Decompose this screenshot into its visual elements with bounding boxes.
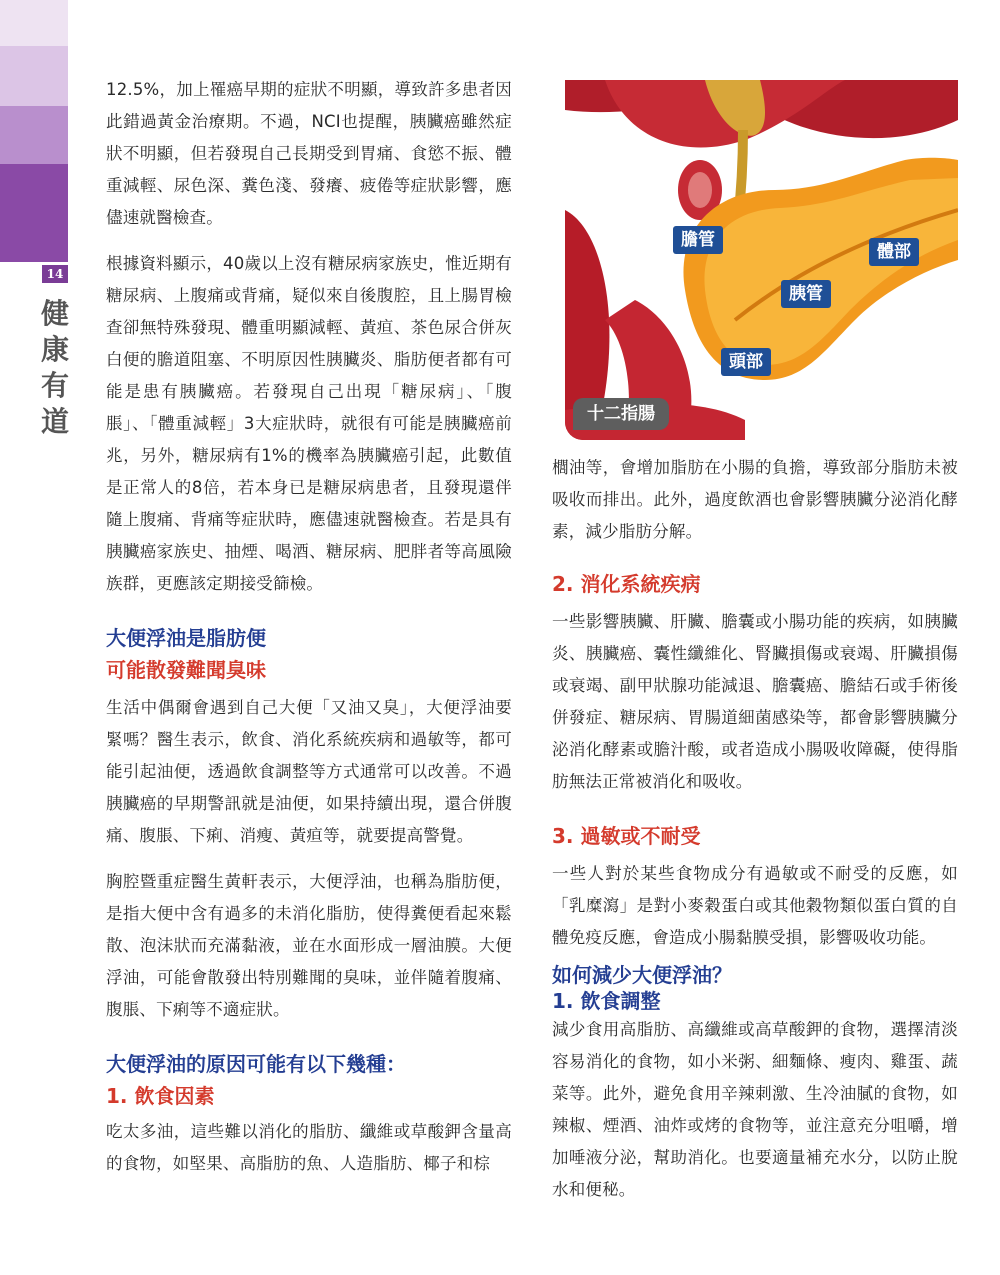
magazine-name: 健康有道 bbox=[40, 297, 69, 438]
paragraph: 胸腔暨重症醫生黃軒表示，大便浮油，也稱為脂肪便，是指大便中含有過多的未消化脂肪，使得糞便看起來鬆散、泡沫狀而充滿黏液，並在水面形成一層油膜。大便浮油，可能會散發出特別難聞的臭味，並伴隨着腹痛、腹脹、下痢等不適症狀。 bbox=[106, 872, 512, 1019]
heading-line: 1. 飲食調整 bbox=[552, 989, 661, 1013]
label-pancreatic-duct: 胰管 bbox=[781, 280, 831, 308]
label-head: 頭部 bbox=[721, 348, 771, 376]
paragraph: 一些影響胰臟、肝臟、膽囊或小腸功能的疾病，如胰臟炎、胰臟癌、囊性纖維化、腎臟損傷或衰竭、肝臟損傷或衰竭、副甲狀腺功能減退、膽囊癌、膽結石或手術後併發症、糖尿病、胃腸道細菌感染等，都會影響胰臟分泌消化酵素或膽汁酸，或者造成小腸吸收障礙，使得脂肪無法正常被消化和吸收。 bbox=[552, 612, 958, 791]
paragraph: 櫚油等，會增加脂肪在小腸的負擔，導致部分脂肪未被吸收而排出。此外，過度飲酒也會影響胰臟分泌消化酵素，減少脂肪分解。 bbox=[552, 458, 958, 541]
section-heading bbox=[106, 622, 512, 686]
heading-line: 如何減少大便浮油？ bbox=[552, 963, 732, 987]
page-number: 14 bbox=[42, 265, 68, 283]
side-color-strip bbox=[0, 0, 68, 262]
paragraph: 吃太多油，這些難以消化的脂肪、纖維或草酸鉀含量高的食物，如堅果、高脂肪的魚、人造脂肪、椰子和棕 bbox=[106, 1122, 512, 1173]
pancreas-illustration bbox=[565, 80, 958, 440]
heading-line: 大便浮油的原因可能有以下幾種： bbox=[106, 1052, 406, 1076]
paragraph: 減少食用高脂肪、高纖維或高草酸鉀的食物，選擇清淡容易消化的食物，如小米粥、細麵條、瘦肉、雞蛋、蔬菜等。此外，避免食用辛辣刺激、生冷油膩的食物，如辣椒、煙酒、油炸或烤的食物等，並注意充分咀嚼，增加唾液分泌，幫助消化。也要適量補充水分，以防止脫水和便秘。 bbox=[552, 1020, 958, 1199]
heading-line: 1. 飲食因素 bbox=[106, 1084, 215, 1108]
left-column bbox=[106, 74, 512, 1180]
label-duodenum: 十二指腸 bbox=[573, 398, 669, 430]
heading-line: 大便浮油是脂肪便 bbox=[106, 626, 266, 650]
heading-line: 可能散發難聞臭味 bbox=[106, 658, 266, 682]
paragraph: 一些人對於某些食物成分有過敏或不耐受的反應，如「乳糜瀉」是對小麥穀蛋白或其他穀物類似蛋白質的自體免疫反應，會造成小腸黏膜受損，影響吸收功能。 bbox=[552, 864, 958, 947]
section-heading: 3. 過敏或不耐受 bbox=[552, 824, 701, 848]
label-bile-duct: 膽管 bbox=[673, 226, 723, 254]
section-heading bbox=[106, 1048, 512, 1112]
label-body: 體部 bbox=[869, 238, 919, 266]
paragraph: 生活中偶爾會遇到自己大便「又油又臭」，大便浮油要緊嗎？醫生表示，飲食、消化系統疾病和過敏等，都可能引起油便，透過飲食調整等方式通常可以改善。不過胰臟癌的早期警訊就是油便，如果持續出現，還合併腹痛、腹脹、下痢、消瘦、黃疸等，就要提高警覺。 bbox=[106, 698, 512, 845]
section-heading bbox=[552, 962, 958, 1014]
paragraph: 12.5%，加上罹癌早期的症狀不明顯，導致許多患者因此錯過黃金治療期。不過，NCI也提醒，胰臟癌雖然症狀不明顯，但若發現自己長期受到胃痛、食慾不振、體重減輕、尿色深、糞色淺、發癢、疲倦等症狀影響，應儘速就醫檢查。 bbox=[106, 80, 512, 227]
section-heading: 2. 消化系統疾病 bbox=[552, 572, 701, 596]
paragraph: 根據資料顯示，40歲以上沒有糖尿病家族史，惟近期有糖尿病、上腹痛或背痛，疑似來自後腹腔，且上腸胃檢查卻無特殊發現、體重明顯減輕、黃疸、茶色尿合併灰白便的膽道阻塞、不明原因性胰臟炎、脂肪便者都有可能是患有胰臟癌。若發現自己出現「糖尿病」、「腹脹」、「體重減輕」3大症狀時，就很有可能是胰臟癌前兆，另外，糖尿病有1%的機率為胰臟癌引起，此數值是正常人的8倍，若本身已是糖尿病患者，且發現還伴隨上腹痛、背痛等症狀時，應儘速就醫檢查。若是具有胰臟癌家族史、抽煙、喝酒、糖尿病、肥胖者等高風險族群，更應該定期接受篩檢。 bbox=[106, 254, 512, 593]
right-column bbox=[552, 452, 958, 1206]
